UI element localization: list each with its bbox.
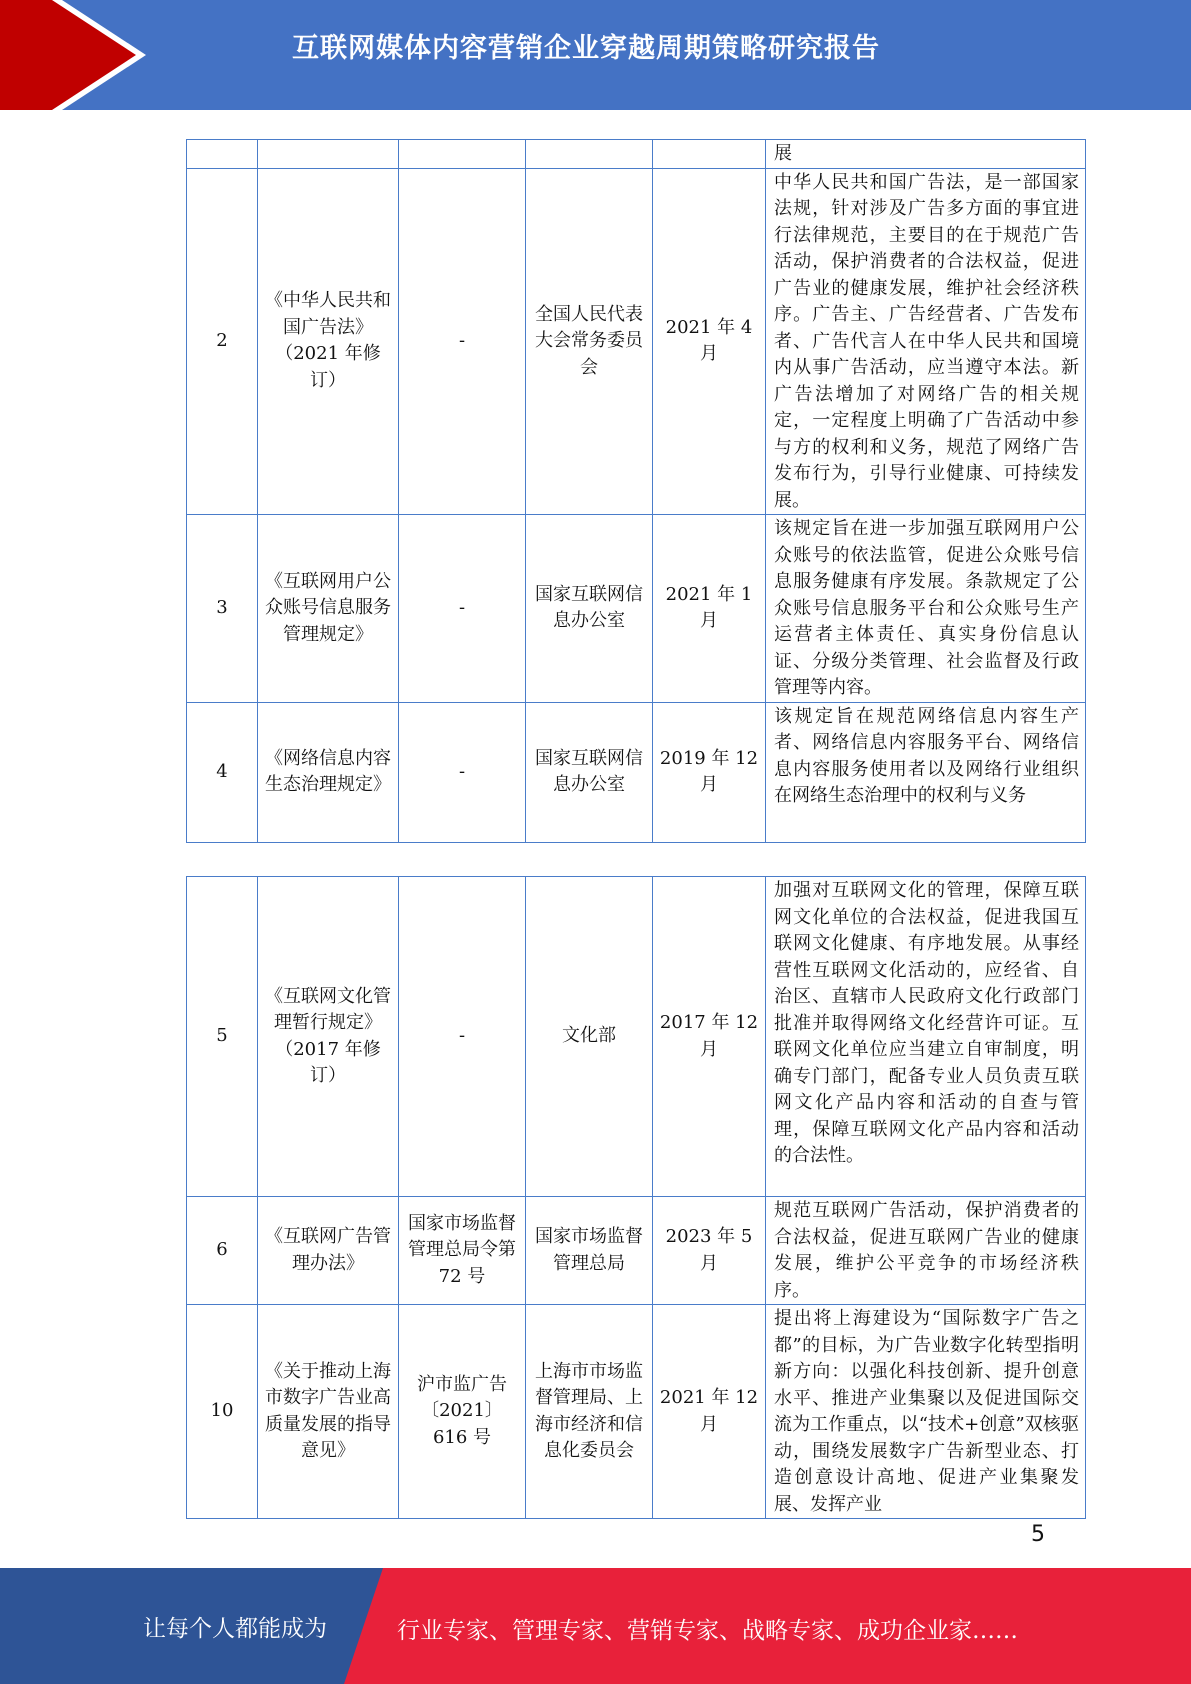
cell-name: 《互联网用户公众账号信息服务管理规定》 xyxy=(258,515,399,703)
cell-issuer: 国家互联网信息办公室 xyxy=(526,515,653,703)
cell-content: 提出将上海建设为“国际数字广告之都”的目标，为广告业数字化转型指明新方向：以强化科技创新、提升创意水平、推进产业集聚以及促进国际交流为工作重点，以“技术+创意”双核驱动，围绕发展数字广告新型业态、打造创意设计高地、促进产业集聚发展、发挥产业 xyxy=(766,1305,1086,1519)
cell-name: 《关于推动上海市数字广告业高质量发展的指导意见》 xyxy=(258,1305,399,1519)
cell-content: 规范互联网广告活动，保护消费者的合法权益，促进互联网广告业的健康发展，维护公平竞争的市场经济秩序。 xyxy=(766,1197,1086,1305)
cell-content: 加强对互联网文化的管理，保障互联网文化单位的合法权益，促进我国互联网文化健康、有序地发展。从事经营性互联网文化活动的，应经省、自治区、直辖市人民政府文化行政部门批准并取得网络文化经营许可证。互联网文化单位应当建立自审制度，明确专门部门，配备专业人员负责互联网文化产品内容和活动的自查与管理，保障互联网文化产品内容和活动的合法性。 xyxy=(766,877,1086,1197)
cell-num: 10 xyxy=(187,1305,258,1519)
cell-num: 4 xyxy=(187,702,258,842)
cell-issuer: 全国人民代表大会常务委员会 xyxy=(526,168,653,515)
regulation-table-part1 xyxy=(186,139,1086,843)
cell-date: 2021 年 4 月 xyxy=(653,168,766,515)
cell-doc-no: - xyxy=(399,515,526,703)
cell-num xyxy=(187,140,258,169)
cell-date: 2021 年 12 月 xyxy=(653,1305,766,1519)
page-number: 5 xyxy=(1031,1522,1045,1547)
regulation-table-part2 xyxy=(186,876,1086,1519)
cell-doc-no: 国家市场监督管理总局令第 72 号 xyxy=(399,1197,526,1305)
table-row xyxy=(187,1197,1086,1305)
cell-date xyxy=(653,140,766,169)
table-row-fragment xyxy=(187,140,1086,169)
cell-name: 《互联网广告管理办法》 xyxy=(258,1197,399,1305)
cell-num: 2 xyxy=(187,168,258,515)
cell-name xyxy=(258,140,399,169)
cell-content: 中华人民共和国广告法，是一部国家法规，针对涉及广告多方面的事宜进行法律规范，主要目的在于规范广告活动，保护消费者的合法权益，促进广告业的健康发展，维护社会经济秩序。广告主、广告经营者、广告发布者、广告代言人在中华人民共和国境内从事广告活动，应当遵守本法。新广告法增加了对网络广告的相关规定，一定程度上明确了广告活动中参与方的权利和义务，规范了网络广告发布行为，引导行业健康、可持续发展。 xyxy=(766,168,1086,515)
cell-content: 该规定旨在规范网络信息内容生产者、网络信息内容服务平台、网络信息内容服务使用者以及网络行业组织在网络生态治理中的权利与义务 xyxy=(766,702,1086,842)
cell-content: 展 xyxy=(766,140,1086,169)
cell-content: 该规定旨在进一步加强互联网用户公众账号的依法监管，促进公众账号信息服务健康有序发展。条款规定了公众账号信息服务平台和公众账号生产运营者主体责任、真实身份信息认证、分级分类管理、社会监督及行政管理等内容。 xyxy=(766,515,1086,703)
cell-date: 2017 年 12 月 xyxy=(653,877,766,1197)
cell-doc-no: - xyxy=(399,877,526,1197)
cell-num: 6 xyxy=(187,1197,258,1305)
table-row xyxy=(187,877,1086,1197)
cell-name: 《网络信息内容生态治理规定》 xyxy=(258,702,399,842)
cell-doc-no: 沪市监广告〔2021〕616 号 xyxy=(399,1305,526,1519)
cell-issuer: 国家互联网信息办公室 xyxy=(526,702,653,842)
header-title: 互联网媒体内容营销企业穿越周期策略研究报告 xyxy=(292,33,880,64)
cell-doc-no: - xyxy=(399,168,526,515)
table-row xyxy=(187,168,1086,515)
table-row xyxy=(187,702,1086,842)
header-arrow-decoration xyxy=(0,0,160,110)
page-header xyxy=(0,0,1191,110)
cell-doc-no xyxy=(399,140,526,169)
cell-issuer: 文化部 xyxy=(526,877,653,1197)
table-row xyxy=(187,515,1086,703)
cell-issuer: 国家市场监督管理总局 xyxy=(526,1197,653,1305)
cell-num: 3 xyxy=(187,515,258,703)
cell-date: 2019 年 12 月 xyxy=(653,702,766,842)
cell-name: 《互联网文化管理暂行规定》（2017 年修订） xyxy=(258,877,399,1197)
footer-slogan-right: 行业专家、管理专家、营销专家、战略专家、成功企业家…… xyxy=(397,1618,1018,1644)
cell-num: 5 xyxy=(187,877,258,1197)
footer-slogan-left: 让每个人都能成为 xyxy=(143,1616,327,1642)
cell-name: 《中华人民共和国广告法》（2021 年修订） xyxy=(258,168,399,515)
page-footer xyxy=(0,1568,1191,1684)
table-row xyxy=(187,1305,1086,1519)
cell-date: 2023 年 5 月 xyxy=(653,1197,766,1305)
cell-date: 2021 年 1 月 xyxy=(653,515,766,703)
cell-issuer xyxy=(526,140,653,169)
cell-doc-no: - xyxy=(399,702,526,842)
cell-issuer: 上海市市场监督管理局、上海市经济和信息化委员会 xyxy=(526,1305,653,1519)
